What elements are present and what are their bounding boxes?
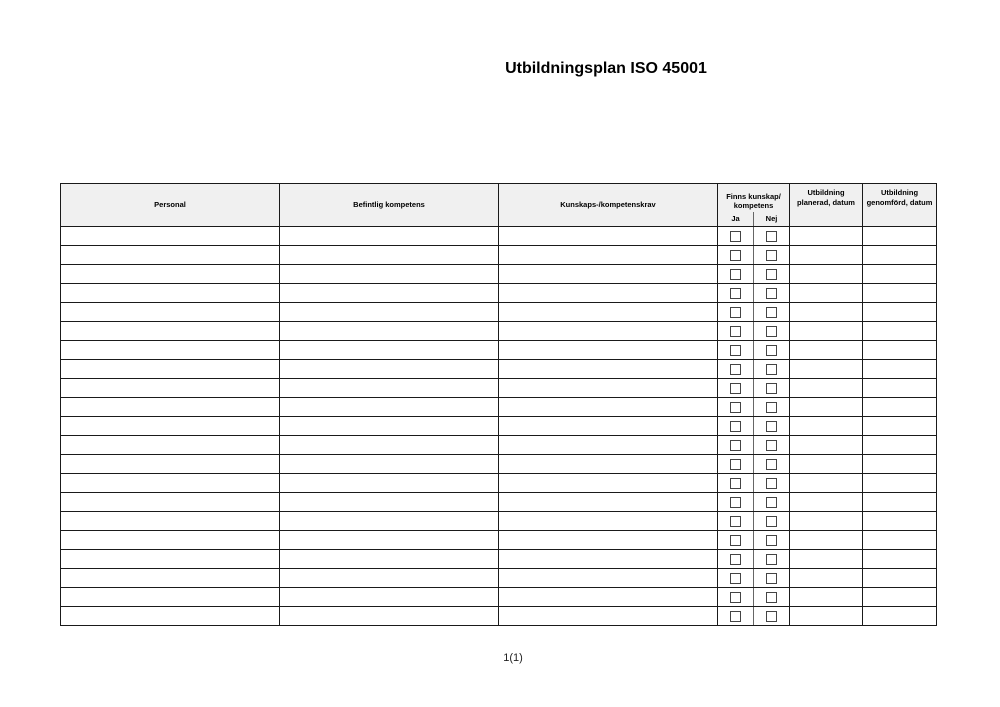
cell-utbildning-genomford[interactable]	[863, 588, 937, 607]
cell-kompetenskrav[interactable]	[499, 227, 718, 246]
cell-personal[interactable]	[61, 531, 280, 550]
ja-checkbox[interactable]	[730, 497, 741, 508]
cell-personal[interactable]	[61, 512, 280, 531]
cell-nej	[754, 455, 790, 474]
cell-utbildning-genomford[interactable]	[863, 474, 937, 493]
cell-utbildning-planerad[interactable]	[790, 265, 863, 284]
table-row	[61, 341, 937, 360]
ja-checkbox[interactable]	[730, 383, 741, 394]
nej-checkbox[interactable]	[766, 402, 777, 413]
cell-personal[interactable]	[61, 607, 280, 626]
cell-befintlig-kompetens[interactable]	[280, 607, 499, 626]
ja-checkbox[interactable]	[730, 573, 741, 584]
cell-utbildning-genomford[interactable]	[863, 569, 937, 588]
cell-utbildning-genomford[interactable]	[863, 360, 937, 379]
cell-befintlig-kompetens[interactable]	[280, 227, 499, 246]
table-row	[61, 569, 937, 588]
cell-nej	[754, 531, 790, 550]
table-body	[61, 227, 937, 626]
cell-befintlig-kompetens[interactable]	[280, 588, 499, 607]
cell-kompetenskrav[interactable]	[499, 474, 718, 493]
cell-ja	[718, 284, 754, 303]
cell-personal[interactable]	[61, 303, 280, 322]
cell-personal[interactable]	[61, 246, 280, 265]
cell-nej	[754, 398, 790, 417]
ja-checkbox[interactable]	[730, 250, 741, 261]
nej-checkbox[interactable]	[766, 307, 777, 318]
table-row	[61, 512, 937, 531]
ja-checkbox[interactable]	[730, 592, 741, 603]
nej-checkbox[interactable]	[766, 421, 777, 432]
table-row	[61, 436, 937, 455]
cell-kompetenskrav[interactable]	[499, 569, 718, 588]
table-row	[61, 284, 937, 303]
cell-utbildning-planerad[interactable]	[790, 512, 863, 531]
cell-personal[interactable]	[61, 341, 280, 360]
cell-befintlig-kompetens[interactable]	[280, 246, 499, 265]
cell-kompetenskrav[interactable]	[499, 550, 718, 569]
cell-utbildning-genomford[interactable]	[863, 417, 937, 436]
cell-ja	[718, 246, 754, 265]
nej-checkbox[interactable]	[766, 326, 777, 337]
table-row	[61, 303, 937, 322]
cell-nej	[754, 436, 790, 455]
ja-checkbox[interactable]	[730, 326, 741, 337]
cell-befintlig-kompetens[interactable]	[280, 417, 499, 436]
nej-checkbox[interactable]	[766, 440, 777, 451]
cell-ja	[718, 417, 754, 436]
table-row	[61, 550, 937, 569]
cell-personal[interactable]	[61, 417, 280, 436]
cell-nej	[754, 360, 790, 379]
cell-utbildning-planerad[interactable]	[790, 417, 863, 436]
cell-personal[interactable]	[61, 284, 280, 303]
cell-befintlig-kompetens[interactable]	[280, 398, 499, 417]
cell-utbildning-planerad[interactable]	[790, 360, 863, 379]
cell-kompetenskrav[interactable]	[499, 398, 718, 417]
cell-nej	[754, 322, 790, 341]
cell-kompetenskrav[interactable]	[499, 607, 718, 626]
cell-befintlig-kompetens[interactable]	[280, 322, 499, 341]
cell-utbildning-planerad[interactable]	[790, 531, 863, 550]
cell-ja	[718, 531, 754, 550]
cell-befintlig-kompetens[interactable]	[280, 512, 499, 531]
cell-personal[interactable]	[61, 398, 280, 417]
cell-personal[interactable]	[61, 265, 280, 284]
cell-utbildning-planerad[interactable]	[790, 569, 863, 588]
ja-checkbox[interactable]	[730, 288, 741, 299]
cell-ja	[718, 493, 754, 512]
nej-checkbox[interactable]	[766, 345, 777, 356]
cell-kompetenskrav[interactable]	[499, 436, 718, 455]
cell-utbildning-genomford[interactable]	[863, 436, 937, 455]
nej-checkbox[interactable]	[766, 535, 777, 546]
cell-kompetenskrav[interactable]	[499, 493, 718, 512]
cell-utbildning-genomford[interactable]	[863, 284, 937, 303]
cell-ja	[718, 303, 754, 322]
cell-utbildning-genomford[interactable]	[863, 493, 937, 512]
table-row	[61, 493, 937, 512]
cell-personal[interactable]	[61, 493, 280, 512]
table-row	[61, 398, 937, 417]
cell-personal[interactable]	[61, 322, 280, 341]
header-kompetenskrav: Kunskaps-/kompetenskrav	[499, 184, 718, 227]
cell-utbildning-planerad[interactable]	[790, 227, 863, 246]
cell-nej	[754, 569, 790, 588]
cell-kompetenskrav[interactable]	[499, 246, 718, 265]
cell-kompetenskrav[interactable]	[499, 379, 718, 398]
cell-kompetenskrav[interactable]	[499, 588, 718, 607]
nej-checkbox[interactable]	[766, 478, 777, 489]
cell-ja	[718, 265, 754, 284]
cell-utbildning-genomford[interactable]	[863, 379, 937, 398]
ja-checkbox[interactable]	[730, 231, 741, 242]
cell-personal[interactable]	[61, 379, 280, 398]
cell-nej	[754, 246, 790, 265]
cell-kompetenskrav[interactable]	[499, 341, 718, 360]
cell-personal[interactable]	[61, 474, 280, 493]
table-row	[61, 227, 937, 246]
document-title: Utbildningsplan ISO 45001	[505, 60, 707, 77]
header-utbildning-genomford: Utbildning genomförd, datum	[863, 184, 937, 227]
nej-checkbox[interactable]	[766, 383, 777, 394]
cell-befintlig-kompetens[interactable]	[280, 531, 499, 550]
cell-kompetenskrav[interactable]	[499, 284, 718, 303]
table-row	[61, 379, 937, 398]
cell-utbildning-planerad[interactable]	[790, 436, 863, 455]
nej-checkbox[interactable]	[766, 592, 777, 603]
cell-ja	[718, 227, 754, 246]
ja-checkbox[interactable]	[730, 269, 741, 280]
cell-utbildning-genomford[interactable]	[863, 246, 937, 265]
cell-befintlig-kompetens[interactable]	[280, 360, 499, 379]
cell-utbildning-planerad[interactable]	[790, 341, 863, 360]
cell-utbildning-planerad[interactable]	[790, 474, 863, 493]
ja-checkbox[interactable]	[730, 402, 741, 413]
cell-ja	[718, 550, 754, 569]
table-row	[61, 246, 937, 265]
cell-utbildning-genomford[interactable]	[863, 303, 937, 322]
cell-utbildning-planerad[interactable]	[790, 284, 863, 303]
training-plan-table	[60, 183, 937, 626]
cell-nej	[754, 341, 790, 360]
header-ja: Ja	[718, 212, 754, 227]
cell-personal[interactable]	[61, 550, 280, 569]
table-row	[61, 531, 937, 550]
cell-utbildning-genomford[interactable]	[863, 322, 937, 341]
cell-personal[interactable]	[61, 588, 280, 607]
cell-utbildning-planerad[interactable]	[790, 550, 863, 569]
cell-ja	[718, 455, 754, 474]
cell-utbildning-genomford[interactable]	[863, 607, 937, 626]
cell-ja	[718, 398, 754, 417]
cell-utbildning-planerad[interactable]	[790, 455, 863, 474]
cell-befintlig-kompetens[interactable]	[280, 379, 499, 398]
cell-nej	[754, 227, 790, 246]
nej-checkbox[interactable]	[766, 516, 777, 527]
ja-checkbox[interactable]	[730, 478, 741, 489]
nej-checkbox[interactable]	[766, 364, 777, 375]
nej-checkbox[interactable]	[766, 288, 777, 299]
nej-checkbox[interactable]	[766, 250, 777, 261]
cell-personal[interactable]	[61, 455, 280, 474]
cell-ja	[718, 379, 754, 398]
cell-ja	[718, 322, 754, 341]
table-row	[61, 607, 937, 626]
cell-nej	[754, 284, 790, 303]
cell-kompetenskrav[interactable]	[499, 512, 718, 531]
cell-utbildning-genomford[interactable]	[863, 227, 937, 246]
cell-kompetenskrav[interactable]	[499, 417, 718, 436]
cell-utbildning-genomford[interactable]	[863, 265, 937, 284]
table-row	[61, 417, 937, 436]
nej-checkbox[interactable]	[766, 611, 777, 622]
cell-nej	[754, 588, 790, 607]
cell-utbildning-planerad[interactable]	[790, 588, 863, 607]
page-number: 1(1)	[503, 652, 523, 664]
cell-ja	[718, 569, 754, 588]
nej-checkbox[interactable]	[766, 269, 777, 280]
cell-nej	[754, 303, 790, 322]
table-row	[61, 588, 937, 607]
nej-checkbox[interactable]	[766, 573, 777, 584]
cell-nej	[754, 474, 790, 493]
cell-ja	[718, 474, 754, 493]
cell-personal[interactable]	[61, 569, 280, 588]
cell-utbildning-genomford[interactable]	[863, 398, 937, 417]
cell-befintlig-kompetens[interactable]	[280, 474, 499, 493]
cell-utbildning-planerad[interactable]	[790, 493, 863, 512]
cell-utbildning-planerad[interactable]	[790, 607, 863, 626]
header-nej: Nej	[754, 212, 790, 227]
cell-utbildning-planerad[interactable]	[790, 303, 863, 322]
cell-utbildning-genomford[interactable]	[863, 531, 937, 550]
ja-checkbox[interactable]	[730, 345, 741, 356]
header-personal: Personal	[61, 184, 280, 227]
table-row	[61, 474, 937, 493]
cell-kompetenskrav[interactable]	[499, 360, 718, 379]
cell-ja	[718, 360, 754, 379]
cell-ja	[718, 436, 754, 455]
cell-kompetenskrav[interactable]	[499, 265, 718, 284]
nej-checkbox[interactable]	[766, 554, 777, 565]
cell-utbildning-genomford[interactable]	[863, 341, 937, 360]
cell-nej	[754, 493, 790, 512]
cell-utbildning-planerad[interactable]	[790, 246, 863, 265]
table-row	[61, 265, 937, 284]
ja-checkbox[interactable]	[730, 516, 741, 527]
cell-kompetenskrav[interactable]	[499, 455, 718, 474]
cell-nej	[754, 512, 790, 531]
cell-befintlig-kompetens[interactable]	[280, 284, 499, 303]
table-row	[61, 322, 937, 341]
cell-personal[interactable]	[61, 227, 280, 246]
cell-utbildning-genomford[interactable]	[863, 550, 937, 569]
ja-checkbox[interactable]	[730, 611, 741, 622]
ja-checkbox[interactable]	[730, 364, 741, 375]
cell-personal[interactable]	[61, 436, 280, 455]
cell-nej	[754, 607, 790, 626]
cell-befintlig-kompetens[interactable]	[280, 569, 499, 588]
ja-checkbox[interactable]	[730, 459, 741, 470]
cell-ja	[718, 512, 754, 531]
nej-checkbox[interactable]	[766, 459, 777, 470]
cell-befintlig-kompetens[interactable]	[280, 455, 499, 474]
cell-kompetenskrav[interactable]	[499, 322, 718, 341]
cell-befintlig-kompetens[interactable]	[280, 303, 499, 322]
cell-utbildning-genomford[interactable]	[863, 455, 937, 474]
cell-personal[interactable]	[61, 360, 280, 379]
ja-checkbox[interactable]	[730, 421, 741, 432]
cell-ja	[718, 341, 754, 360]
table-row	[61, 360, 937, 379]
cell-ja	[718, 607, 754, 626]
cell-kompetenskrav[interactable]	[499, 303, 718, 322]
cell-utbildning-planerad[interactable]	[790, 379, 863, 398]
nej-checkbox[interactable]	[766, 231, 777, 242]
cell-befintlig-kompetens[interactable]	[280, 436, 499, 455]
ja-checkbox[interactable]	[730, 307, 741, 318]
header-utbildning-planerad: Utbildning planerad, datum	[790, 184, 863, 227]
cell-befintlig-kompetens[interactable]	[280, 265, 499, 284]
nej-checkbox[interactable]	[766, 497, 777, 508]
cell-nej	[754, 379, 790, 398]
cell-utbildning-planerad[interactable]	[790, 322, 863, 341]
header-finns-kunskap: Finns kunskap/ kompetens	[718, 184, 790, 212]
cell-nej	[754, 550, 790, 569]
cell-nej	[754, 417, 790, 436]
cell-ja	[718, 588, 754, 607]
ja-checkbox[interactable]	[730, 440, 741, 451]
ja-checkbox[interactable]	[730, 535, 741, 546]
ja-checkbox[interactable]	[730, 554, 741, 565]
table-row	[61, 455, 937, 474]
cell-befintlig-kompetens[interactable]	[280, 493, 499, 512]
cell-utbildning-genomford[interactable]	[863, 512, 937, 531]
cell-befintlig-kompetens[interactable]	[280, 341, 499, 360]
cell-utbildning-planerad[interactable]	[790, 398, 863, 417]
header-befintlig-kompetens: Befintlig kompetens	[280, 184, 499, 227]
cell-befintlig-kompetens[interactable]	[280, 550, 499, 569]
cell-nej	[754, 265, 790, 284]
cell-kompetenskrav[interactable]	[499, 531, 718, 550]
